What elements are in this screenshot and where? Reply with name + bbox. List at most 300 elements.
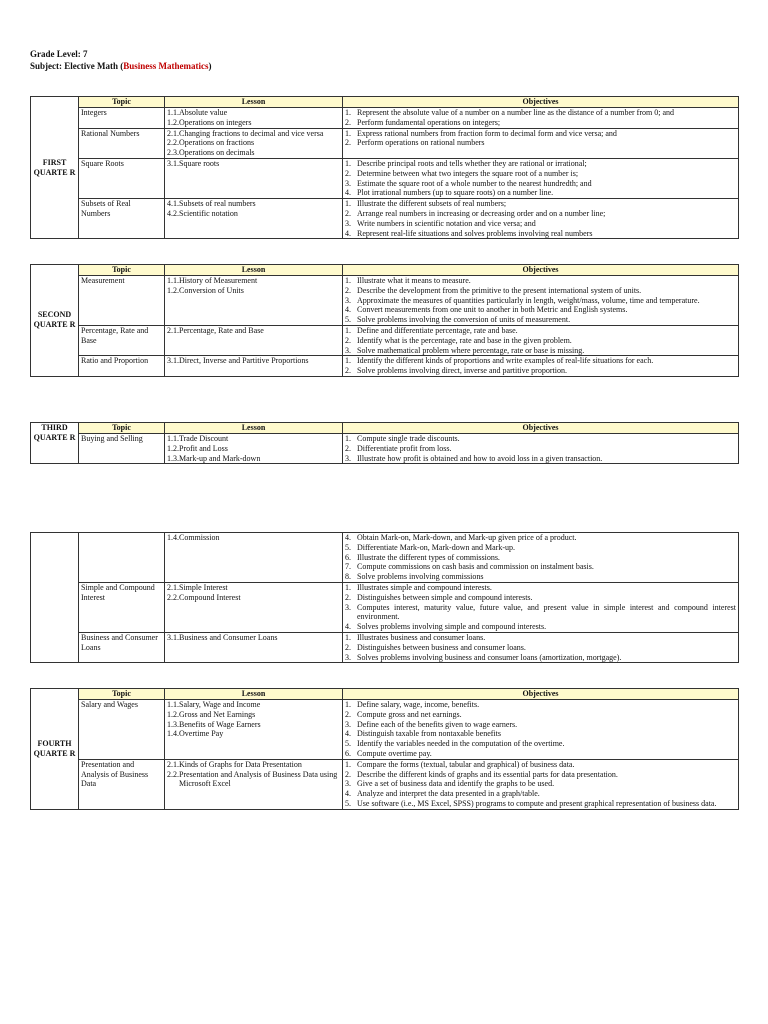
objectives-cell bbox=[343, 759, 739, 809]
objectives-cell bbox=[343, 582, 739, 632]
objective-text: Describe the development from the primitive to the present international system of units. bbox=[357, 285, 642, 295]
objectives-cell bbox=[343, 128, 739, 158]
lesson-item bbox=[167, 434, 340, 444]
topic-cell: Salary and Wages bbox=[79, 700, 165, 760]
objective-number: 3. bbox=[345, 652, 351, 662]
objective-number: 7. bbox=[345, 562, 351, 572]
objective-number: 2. bbox=[345, 642, 351, 652]
lesson-cell bbox=[165, 325, 343, 355]
lesson-item bbox=[167, 770, 340, 790]
table-header-row bbox=[31, 689, 739, 700]
objective-text: Illustrate the different subsets of real numbers; bbox=[357, 199, 507, 209]
lesson-cell bbox=[165, 158, 343, 198]
lesson-item bbox=[167, 199, 340, 209]
objective-item bbox=[345, 129, 736, 139]
objective-number: 1. bbox=[345, 356, 351, 366]
objective-text: Perform operations on rational numbers bbox=[357, 138, 485, 148]
lesson-number: 2.3. bbox=[167, 148, 179, 158]
lesson-number: 2.1. bbox=[167, 128, 179, 138]
objective-item bbox=[345, 562, 736, 572]
lesson-item bbox=[167, 276, 340, 286]
objective-text: Solve problems involving direct, inverse and partitive proportion. bbox=[357, 366, 567, 376]
objective-item bbox=[345, 209, 736, 219]
quarter-label: THIRD QUARTE R bbox=[31, 423, 79, 464]
lesson-text: Overtime Pay bbox=[179, 729, 224, 739]
topic-header: Topic bbox=[79, 265, 165, 276]
lesson-item bbox=[167, 286, 340, 296]
objective-number: 4. bbox=[345, 533, 351, 542]
lesson-item bbox=[167, 583, 340, 593]
objective-number: 1. bbox=[345, 128, 351, 138]
lesson-cell bbox=[165, 199, 343, 239]
objective-item bbox=[345, 434, 736, 444]
lesson-item bbox=[167, 700, 340, 710]
lesson-text: Kinds of Graphs for Data Presentation bbox=[179, 759, 302, 769]
lesson-number: 3.1. bbox=[167, 632, 179, 642]
objective-item bbox=[345, 118, 736, 128]
objective-item bbox=[345, 199, 736, 209]
lesson-number: 3.1. bbox=[167, 158, 179, 168]
objectives-cell bbox=[343, 533, 739, 583]
objective-number: 6. bbox=[345, 748, 351, 758]
lesson-cell bbox=[165, 632, 343, 662]
lesson-item bbox=[167, 729, 340, 739]
topic-cell: Ratio and Proportion bbox=[79, 356, 165, 377]
lesson-cell bbox=[165, 276, 343, 326]
lesson-item bbox=[167, 148, 340, 158]
objective-item bbox=[345, 296, 736, 306]
quarter-label-empty bbox=[31, 533, 79, 663]
quarter-table-first bbox=[30, 96, 739, 239]
objective-item bbox=[345, 454, 736, 464]
lesson-item bbox=[167, 633, 340, 643]
objective-item bbox=[345, 286, 736, 296]
objective-number: 1. bbox=[345, 276, 351, 285]
objective-text: Compute commissions on cash basis and commission on instalment basis. bbox=[357, 562, 594, 572]
lesson-text: Salary, Wage and Income bbox=[179, 700, 261, 709]
objective-text: Define salary, wage, income, benefits. bbox=[357, 700, 480, 709]
lesson-item bbox=[167, 129, 340, 139]
lesson-cell bbox=[165, 533, 343, 583]
lesson-text: Conversion of Units bbox=[179, 285, 244, 295]
lesson-header: Lesson bbox=[165, 97, 343, 108]
objective-item bbox=[345, 710, 736, 720]
lesson-text: Operations on fractions bbox=[179, 138, 255, 148]
objective-text: Distinguishes between business and consumer loans. bbox=[357, 642, 526, 652]
lesson-text: Mark-up and Mark-down bbox=[179, 453, 261, 463]
objective-text: Plot irrational numbers (up to square roots) on a number line. bbox=[357, 188, 554, 198]
objective-text: Compute single trade discounts. bbox=[357, 434, 460, 443]
objective-item bbox=[345, 749, 736, 759]
objective-item bbox=[345, 315, 736, 325]
objective-text: Illustrate how profit is obtained and how to avoid loss in a given transaction. bbox=[357, 453, 603, 463]
objective-item bbox=[345, 593, 736, 603]
objective-item bbox=[345, 622, 736, 632]
objective-number: 8. bbox=[345, 572, 351, 582]
objective-text: Determine between what two integers the square root of a number is; bbox=[357, 168, 579, 178]
objective-text: Illustrate what it means to measure. bbox=[357, 276, 471, 285]
subject-suffix: ) bbox=[208, 61, 212, 71]
table-row bbox=[31, 108, 739, 129]
lesson-text: Simple Interest bbox=[179, 582, 228, 592]
objective-number: 2. bbox=[345, 208, 351, 218]
objective-text: Describe principal roots and tells whether they are rational or irrational; bbox=[357, 158, 587, 168]
objective-item bbox=[345, 169, 736, 179]
lesson-text: Absolute value bbox=[179, 108, 228, 117]
objective-item bbox=[345, 336, 736, 346]
lesson-number: 1.1. bbox=[167, 700, 179, 709]
objective-number: 1. bbox=[345, 325, 351, 335]
lesson-text: History of Measurement bbox=[179, 276, 258, 285]
table-header-row bbox=[31, 423, 739, 434]
lesson-text: Subsets of real numbers bbox=[179, 199, 256, 209]
topic-cell: Presentation and Analysis of Business Data bbox=[79, 759, 165, 809]
objective-number: 2. bbox=[345, 443, 351, 453]
objective-item bbox=[345, 633, 736, 643]
lesson-item bbox=[167, 454, 340, 464]
objective-item bbox=[345, 583, 736, 593]
table-row bbox=[31, 325, 739, 355]
objective-item bbox=[345, 653, 736, 663]
objectives-cell bbox=[343, 700, 739, 760]
grade-level: Grade Level: 7 bbox=[30, 49, 88, 59]
lesson-item bbox=[167, 710, 340, 720]
objective-item bbox=[345, 543, 736, 553]
topic-cell: Measurement bbox=[79, 276, 165, 326]
objectives-header: Objectives bbox=[343, 97, 739, 108]
objective-item bbox=[345, 326, 736, 336]
subject-prefix: Subject: Elective Math ( bbox=[30, 61, 124, 71]
objective-text: Illustrates business and consumer loans. bbox=[357, 632, 486, 642]
objectives-cell bbox=[343, 276, 739, 326]
table-row bbox=[31, 700, 739, 760]
objective-number: 1. bbox=[345, 632, 351, 642]
topic-header: Topic bbox=[79, 423, 165, 434]
lesson-number: 2.2. bbox=[167, 138, 179, 148]
lesson-item bbox=[167, 760, 340, 770]
objective-number: 3. bbox=[345, 602, 351, 612]
lesson-number: 3.1. bbox=[167, 356, 179, 366]
objective-text: Solve mathematical problem where percentage, rate or base is missing. bbox=[357, 345, 585, 355]
objective-number: 1. bbox=[345, 158, 351, 168]
objective-item bbox=[345, 188, 736, 198]
objective-number: 2. bbox=[345, 117, 351, 127]
objective-item bbox=[345, 729, 736, 739]
quarter-label: FOURTH QUARTE R bbox=[31, 689, 79, 810]
objective-text: Solve problems involving commissions bbox=[357, 572, 484, 582]
lesson-item bbox=[167, 720, 340, 730]
objective-text: Perform fundamental operations on integers; bbox=[357, 117, 501, 127]
lesson-item bbox=[167, 138, 340, 148]
objective-number: 2. bbox=[345, 366, 351, 376]
lesson-cell bbox=[165, 434, 343, 464]
objective-text: Express rational numbers from fraction form to decimal form and vice versa; and bbox=[357, 128, 617, 138]
objective-text: Computes interest, maturity value, future value, and present value in simple interest and compound interest environment. bbox=[357, 602, 736, 622]
objectives-cell bbox=[343, 158, 739, 198]
table-row bbox=[31, 276, 739, 326]
objective-number: 3. bbox=[345, 345, 351, 355]
lesson-number: 2.1. bbox=[167, 582, 179, 592]
lesson-number: 1.4. bbox=[167, 533, 179, 542]
subject-highlight: Business Mathematics bbox=[123, 61, 209, 71]
lesson-item bbox=[167, 209, 340, 219]
objective-item bbox=[345, 108, 736, 118]
topic-header: Topic bbox=[79, 689, 165, 700]
objective-number: 1. bbox=[345, 582, 351, 592]
lesson-text: Trade Discount bbox=[179, 434, 229, 443]
lesson-number: 1.4. bbox=[167, 729, 179, 739]
topic-cell: Rational Numbers bbox=[79, 128, 165, 158]
quarter-table-third-continued bbox=[30, 532, 739, 663]
objective-item bbox=[345, 305, 736, 315]
objective-text: Use software (i.e., MS Excel, SPSS) programs to compute and present graphical representation of business data. bbox=[357, 798, 717, 808]
lesson-number: 1.2. bbox=[167, 117, 179, 127]
table-row bbox=[31, 128, 739, 158]
objective-number: 5. bbox=[345, 315, 351, 325]
lesson-cell bbox=[165, 128, 343, 158]
lesson-item bbox=[167, 593, 340, 603]
objective-number: 4. bbox=[345, 188, 351, 198]
objective-number: 1. bbox=[345, 199, 351, 209]
objective-text: Represent real-life situations and solves problems involving real numbers bbox=[357, 228, 593, 238]
objective-number: 6. bbox=[345, 552, 351, 562]
objective-number: 3. bbox=[345, 295, 351, 305]
objective-item bbox=[345, 159, 736, 169]
table-row bbox=[31, 632, 739, 662]
objective-item bbox=[345, 533, 736, 543]
objective-item bbox=[345, 366, 736, 376]
table-row bbox=[31, 199, 739, 239]
topic-cell bbox=[79, 533, 165, 583]
objective-text: Solves problems involving simple and compound interests. bbox=[357, 622, 547, 632]
objective-number: 1. bbox=[345, 759, 351, 769]
lesson-number: 2.1. bbox=[167, 759, 179, 769]
topic-cell: Percentage, Rate and Base bbox=[79, 325, 165, 355]
objective-text: Analyze and interpret the data presented in a graph/table. bbox=[357, 789, 540, 799]
topic-cell: Business and Consumer Loans bbox=[79, 632, 165, 662]
lesson-cell bbox=[165, 108, 343, 129]
objective-number: 5. bbox=[345, 542, 351, 552]
table-row bbox=[31, 582, 739, 632]
objective-number: 1. bbox=[345, 108, 351, 117]
lesson-cell bbox=[165, 700, 343, 760]
objective-text: Define and differentiate percentage, rate and base. bbox=[357, 325, 518, 335]
objective-number: 5. bbox=[345, 739, 351, 749]
objective-text: Describe the different kinds of graphs and its essential parts for data presentation. bbox=[357, 769, 618, 779]
quarter-table-third bbox=[30, 422, 739, 464]
objective-item bbox=[345, 739, 736, 749]
objective-item bbox=[345, 179, 736, 189]
objective-number: 4. bbox=[345, 622, 351, 632]
objective-text: Write numbers in scientific notation and vice versa; and bbox=[357, 218, 536, 228]
table-header-row bbox=[31, 97, 739, 108]
lesson-item bbox=[167, 108, 340, 118]
objective-number: 4. bbox=[345, 228, 351, 238]
objective-text: Approximate the measures of quantities particularly in length, weight/mass, volume, time and temperature. bbox=[357, 295, 700, 305]
lesson-number: 1.2. bbox=[167, 709, 179, 719]
objective-text: Obtain Mark-on, Mark-down, and Mark-up given price of a product. bbox=[357, 533, 577, 542]
lesson-number: 1.1. bbox=[167, 276, 179, 285]
objective-text: Identify the different kinds of proportions and write examples of real-life situations for each. bbox=[357, 356, 654, 366]
objectives-header: Objectives bbox=[343, 423, 739, 434]
objective-text: Differentiate profit from loss. bbox=[357, 443, 452, 453]
lesson-text: Operations on decimals bbox=[179, 148, 255, 158]
topic-cell: Integers bbox=[79, 108, 165, 129]
objective-item bbox=[345, 700, 736, 710]
objective-item bbox=[345, 789, 736, 799]
lesson-number: 2.2. bbox=[167, 592, 179, 602]
objective-item bbox=[345, 276, 736, 286]
lesson-text: Direct, Inverse and Partitive Proportions bbox=[179, 356, 309, 366]
document-header bbox=[30, 48, 211, 72]
lesson-text: Benefits of Wage Earners bbox=[179, 719, 261, 729]
table-row bbox=[31, 759, 739, 809]
lesson-number: 4.2. bbox=[167, 208, 179, 218]
objectives-cell bbox=[343, 108, 739, 129]
objectives-cell bbox=[343, 325, 739, 355]
objective-text: Identify the variables needed in the computation of the overtime. bbox=[357, 739, 565, 749]
table-row bbox=[31, 434, 739, 464]
table-row bbox=[31, 158, 739, 198]
objective-number: 2. bbox=[345, 769, 351, 779]
lesson-number: 1.3. bbox=[167, 719, 179, 729]
quarter-table-fourth bbox=[30, 688, 739, 810]
objective-item bbox=[345, 770, 736, 780]
lesson-text: Commission bbox=[179, 533, 220, 542]
objective-item bbox=[345, 219, 736, 229]
objective-text: Illustrates simple and compound interests. bbox=[357, 582, 492, 592]
objective-text: Represent the absolute value of a number on a number line as the distance of a number from 0; and bbox=[357, 108, 675, 117]
objective-item bbox=[345, 760, 736, 770]
objective-item bbox=[345, 553, 736, 563]
objective-number: 2. bbox=[345, 168, 351, 178]
objective-item bbox=[345, 138, 736, 148]
objective-text: Solve problems involving the conversion of units of measurement. bbox=[357, 315, 571, 325]
objective-number: 1. bbox=[345, 700, 351, 709]
table-row bbox=[31, 356, 739, 377]
table-header-row bbox=[31, 265, 739, 276]
objective-number: 2. bbox=[345, 335, 351, 345]
lesson-item bbox=[167, 326, 340, 336]
lesson-number: 2.2. bbox=[167, 769, 179, 779]
lesson-number: 4.1. bbox=[167, 199, 179, 209]
objectives-cell bbox=[343, 434, 739, 464]
objective-number: 3. bbox=[345, 453, 351, 463]
objective-text: Define each of the benefits given to wage earners. bbox=[357, 719, 518, 729]
lesson-item bbox=[167, 533, 340, 543]
lesson-text: Profit and Loss bbox=[179, 443, 228, 453]
objective-number: 4. bbox=[345, 789, 351, 799]
objective-item bbox=[345, 572, 736, 582]
objective-text: Arrange real numbers in increasing or decreasing order and on a number line; bbox=[357, 208, 606, 218]
objective-text: Compute overtime pay. bbox=[357, 748, 432, 758]
objective-text: Estimate the square root of a whole number to the nearest hundredth; and bbox=[357, 178, 592, 188]
lesson-item bbox=[167, 159, 340, 169]
objective-text: Illustrate the different types of commissions. bbox=[357, 552, 500, 562]
objectives-cell bbox=[343, 632, 739, 662]
quarter-label: FIRST QUARTE R bbox=[31, 97, 79, 239]
lesson-number: 1.1. bbox=[167, 108, 179, 117]
objectives-header: Objectives bbox=[343, 265, 739, 276]
topic-cell: Square Roots bbox=[79, 158, 165, 198]
objective-number: 3. bbox=[345, 779, 351, 789]
lesson-text: Percentage, Rate and Base bbox=[179, 325, 264, 335]
lesson-item bbox=[167, 444, 340, 454]
topic-header: Topic bbox=[79, 97, 165, 108]
objective-text: Distinguishes between simple and compound interests. bbox=[357, 592, 533, 602]
objective-number: 2. bbox=[345, 592, 351, 602]
objective-number: 3. bbox=[345, 719, 351, 729]
objective-number: 1. bbox=[345, 434, 351, 443]
lesson-item bbox=[167, 118, 340, 128]
quarter-table-second bbox=[30, 264, 739, 377]
lesson-text: Compound Interest bbox=[179, 592, 241, 602]
lesson-cell bbox=[165, 759, 343, 809]
objective-item bbox=[345, 720, 736, 730]
lesson-text: Presentation and Analysis of Business Data using Microsoft Excel bbox=[179, 769, 338, 789]
topic-cell: Subsets of Real Numbers bbox=[79, 199, 165, 239]
objectives-cell bbox=[343, 356, 739, 377]
objective-text: Solves problems involving business and consumer loans (amortization, mortgage). bbox=[357, 652, 622, 662]
objective-item bbox=[345, 229, 736, 239]
lesson-text: Business and Consumer Loans bbox=[179, 632, 278, 642]
topic-cell: Buying and Selling bbox=[79, 434, 165, 464]
lesson-text: Square roots bbox=[179, 158, 220, 168]
lesson-text: Changing fractions to decimal and vice versa bbox=[179, 128, 324, 138]
objective-number: 2. bbox=[345, 285, 351, 295]
objective-number: 5. bbox=[345, 798, 351, 808]
objective-item bbox=[345, 444, 736, 454]
lesson-number: 1.2. bbox=[167, 443, 179, 453]
objective-text: Distinguish taxable from nontaxable benefits bbox=[357, 729, 501, 739]
quarter-label: SECOND QUARTE R bbox=[31, 265, 79, 377]
lesson-number: 2.1. bbox=[167, 325, 179, 335]
objective-item bbox=[345, 603, 736, 623]
objective-item bbox=[345, 643, 736, 653]
objective-number: 4. bbox=[345, 305, 351, 315]
lesson-cell bbox=[165, 582, 343, 632]
lesson-text: Operations on integers bbox=[179, 117, 252, 127]
objectives-header: Objectives bbox=[343, 689, 739, 700]
objective-item bbox=[345, 346, 736, 356]
lesson-number: 1.1. bbox=[167, 434, 179, 443]
objective-number: 3. bbox=[345, 218, 351, 228]
objective-number: 2. bbox=[345, 709, 351, 719]
topic-cell: Simple and Compound Interest bbox=[79, 582, 165, 632]
objective-text: Differentiate Mark-on, Mark-down and Mark-up. bbox=[357, 542, 516, 552]
lesson-item bbox=[167, 356, 340, 366]
objective-number: 2. bbox=[345, 138, 351, 148]
objective-text: Compute gross and net earnings. bbox=[357, 709, 462, 719]
lesson-number: 1.2. bbox=[167, 285, 179, 295]
lesson-header: Lesson bbox=[165, 265, 343, 276]
objective-text: Identify what is the percentage, rate and base in the given problem. bbox=[357, 335, 572, 345]
objective-text: Compare the forms (textual, tabular and graphical) of business data. bbox=[357, 759, 575, 769]
objective-item bbox=[345, 779, 736, 789]
lesson-header: Lesson bbox=[165, 423, 343, 434]
objective-text: Convert measurements from one unit to another in both Metric and English systems. bbox=[357, 305, 628, 315]
objective-text: Give a set of business data and identify the graphs to be used. bbox=[357, 779, 555, 789]
lesson-number: 1.3. bbox=[167, 453, 179, 463]
objective-item bbox=[345, 356, 736, 366]
lesson-cell bbox=[165, 356, 343, 377]
lesson-text: Gross and Net Earnings bbox=[179, 709, 256, 719]
objective-number: 4. bbox=[345, 729, 351, 739]
lesson-header: Lesson bbox=[165, 689, 343, 700]
objectives-cell bbox=[343, 199, 739, 239]
objective-item bbox=[345, 799, 736, 809]
table-row bbox=[31, 533, 739, 583]
